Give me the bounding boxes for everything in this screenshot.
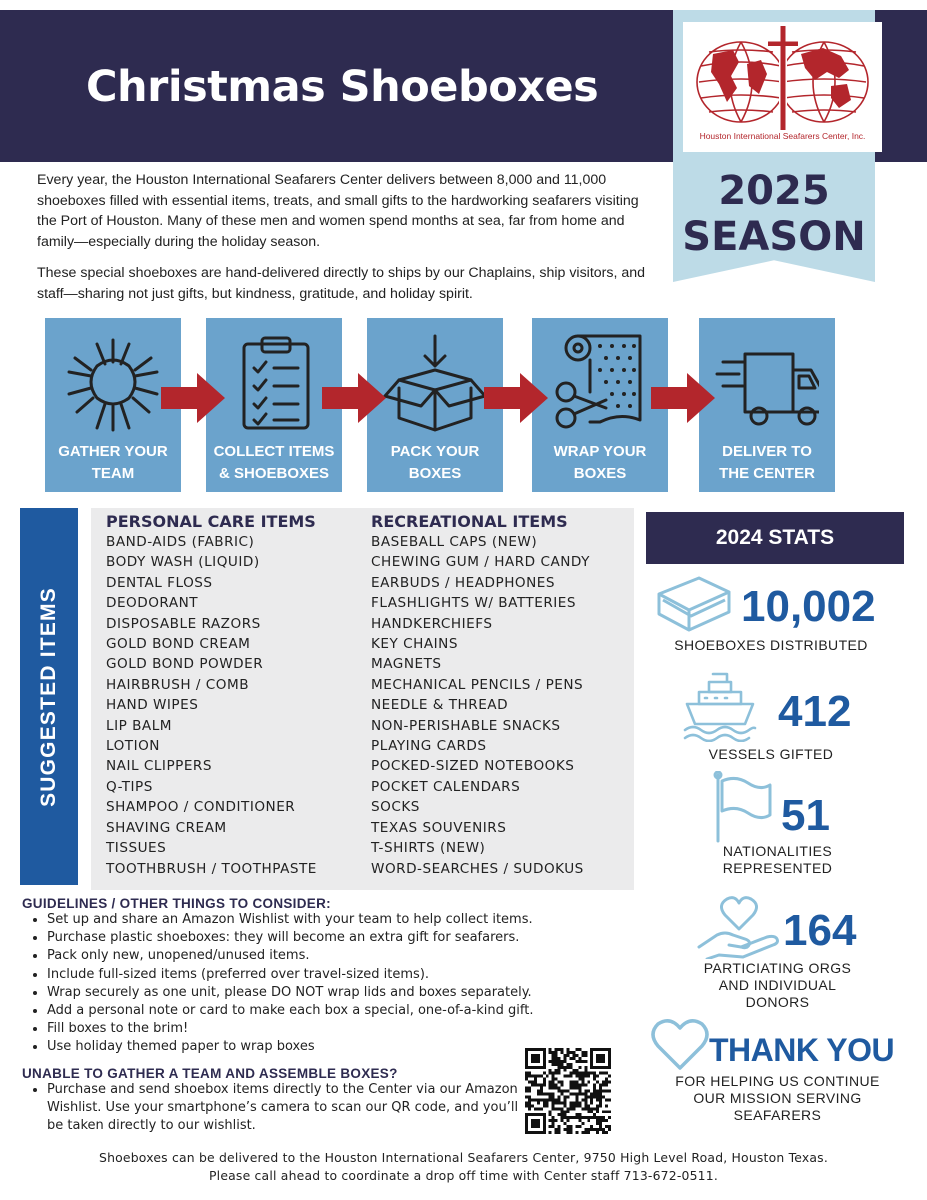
list-item: Q-TIPS <box>106 778 153 795</box>
list-item: LOTION <box>106 738 160 755</box>
personal-care-title: PERSONAL CARE ITEMS <box>106 512 316 531</box>
list-item: POCKED-SIZED NOTEBOOKS <box>371 758 575 775</box>
list-item: MAGNETS <box>371 656 442 673</box>
arrow-right-icon <box>322 373 388 423</box>
list-item: TEXAS SOUVENIRS <box>371 819 507 836</box>
list-item: POCKET CALENDARS <box>371 778 521 795</box>
step-deliver: DELIVER TO THE CENTER <box>699 318 835 492</box>
stat-shoeboxes-value: 10,002 <box>741 582 876 631</box>
list-item: NON-PERISHABLE SNACKS <box>371 717 561 734</box>
recreational-list <box>371 532 590 879</box>
list-item: SOCKS <box>371 799 420 816</box>
stat-vessels-label: VESSELS GIFTED <box>708 746 834 762</box>
stat-orgs-label: PARTICIATING ORGS AND INDIVIDUAL DONORS <box>703 960 852 1010</box>
list-item: SHAMPOO / CONDITIONER <box>106 799 296 816</box>
footer-address: Shoeboxes can be delivered to the Houston International Seafarers Center, 9750 High Level Road, Houston Texas. <box>99 1150 828 1165</box>
list-item: EARBUDS / HEADPHONES <box>371 574 556 591</box>
logo <box>683 22 882 152</box>
shoebox-icon <box>655 572 733 634</box>
arrow-right-icon <box>651 373 717 423</box>
page-title: Christmas Shoeboxes <box>86 62 599 112</box>
guideline-item: • Add a personal note or card to make each box a special, one-of-a-kind gift. <box>47 1002 632 1020</box>
recreational-title: RECREATIONAL ITEMS <box>371 512 568 531</box>
thank-you-message: FOR HELPING US CONTINUE OUR MISSION SERVING SEAFARERS <box>675 1073 880 1123</box>
list-item: BAND-AIDS (FABRIC) <box>106 534 255 550</box>
list-item: CHEWING GUM / HARD CANDY <box>371 554 590 571</box>
list-item: BODY WASH (LIQUID) <box>106 554 260 571</box>
stat-shoeboxes-label: SHOEBOXES DISTRIBUTED <box>674 637 868 653</box>
logo-caption: Houston International Seafarers Center, Inc. <box>699 131 866 141</box>
guideline-item: • Include full-sized items (preferred over travel-sized items). <box>47 966 632 984</box>
step-wrap-boxes: WRAP YOUR BOXES <box>532 318 668 492</box>
thank-you-title: THANK YOU <box>709 1032 895 1068</box>
guidelines-list <box>47 911 632 1057</box>
list-item: PLAYING CARDS <box>371 738 487 755</box>
guideline-item: • Set up and share an Amazon Wishlist with your team to help collect items. <box>47 911 632 929</box>
list-item: DENTAL FLOSS <box>106 574 213 591</box>
recreational-column <box>371 512 590 879</box>
heart-hand-icon <box>697 893 783 959</box>
intro-text <box>37 170 662 304</box>
footer <box>0 1149 927 1185</box>
unable-text: • Purchase and send shoebox items directly to the Center via our Amazon Wishlist. Use your smartphone’s camera to scan our QR code, and you’ll be taken directly to our wishlist. <box>47 1081 522 1136</box>
delivery-truck-icon <box>715 332 819 436</box>
list-item: WORD-SEARCHES / SUDOKUS <box>371 860 584 877</box>
list-item: GOLD BOND POWDER <box>106 656 264 673</box>
suggested-items-label: SUGGESTED ITEMS <box>37 586 60 807</box>
intro-paragraph: Every year, the Houston International Seafarers Center delivers between 8,000 and 11,000 shoeboxes filled with essential items, treats, and small gifts to the hardworking seafarers visiting the Port of Houston. Many of these men and women spend months at sea, far from home and family—especially during the holiday season. <box>37 172 639 250</box>
ship-icon <box>683 670 757 742</box>
stat-vessels-value: 412 <box>778 687 852 736</box>
list-item: LIP BALM <box>106 717 173 734</box>
suggested-items-band <box>20 508 78 885</box>
list-item: NEEDLE & THREAD <box>371 697 509 714</box>
step-pack-boxes: PACK YOUR BOXES <box>367 318 503 492</box>
wrapping-paper-icon <box>548 332 652 436</box>
guidelines-title: GUIDELINES / OTHER THINGS TO CONSIDER: <box>22 896 331 911</box>
guidelines-section <box>22 896 632 1057</box>
arrow-right-icon <box>484 373 550 423</box>
heart-icon <box>650 1018 710 1072</box>
step-gather-team: GATHER YOUR TEAM <box>45 318 181 492</box>
personal-care-list <box>106 532 317 879</box>
step-collect-items: COLLECT ITEMS & SHOEBOXES <box>206 318 342 492</box>
guideline-item: • Purchase plastic shoeboxes: they will become an extra gift for seafarers. <box>47 929 632 947</box>
guideline-item: • Pack only new, unopened/unused items. <box>47 947 632 965</box>
team-hands-icon <box>61 332 165 436</box>
list-item: KEY CHAINS <box>371 636 458 653</box>
list-item: HANDKERCHIEFS <box>371 615 493 632</box>
list-item: HAIRBRUSH / COMB <box>106 676 250 693</box>
guideline-item: • Fill boxes to the brim! <box>47 1020 632 1038</box>
list-item: MECHANICAL PENCILS / PENS <box>371 676 584 693</box>
list-item: T-SHIRTS (NEW) <box>371 840 486 857</box>
list-item: BASEBALL CAPS (NEW) <box>371 534 538 550</box>
stat-nationalities-label: NATIONALITIES REPRESENTED <box>722 843 833 876</box>
guideline-item: • Wrap securely as one unit, please DO NOT wrap lids and boxes separately. <box>47 984 632 1002</box>
season-label: 2025 SEASON <box>682 168 866 260</box>
list-item: NAIL CLIPPERS <box>106 758 213 775</box>
open-box-icon <box>383 332 487 436</box>
list-item: DEODORANT <box>106 595 199 612</box>
stat-orgs-value: 164 <box>783 906 857 955</box>
guideline-item: • Use holiday themed paper to wrap boxes <box>47 1038 632 1056</box>
personal-care-column <box>106 512 317 879</box>
intro-paragraph: These special shoeboxes are hand-delivered directly to ships by our Chaplains, ship visitors, and staff—sharing not just gifts, but kindness, gratitude, and holiday spirit. <box>37 265 646 302</box>
footer-contact: Please call ahead to coordinate a drop off time with Center staff 713-672-0511. <box>209 1168 718 1183</box>
list-item: TISSUES <box>106 840 167 857</box>
unable-section <box>22 1066 522 1136</box>
list-item: FLASHLIGHTS W/ BATTERIES <box>371 595 576 612</box>
unable-title: UNABLE TO GATHER A TEAM AND ASSEMBLE BOXES? <box>22 1066 398 1081</box>
stat-nationalities-value: 51 <box>781 791 830 840</box>
list-item: TOOTHBRUSH / TOOTHPASTE <box>106 860 317 877</box>
list-item: SHAVING CREAM <box>106 819 227 836</box>
list-item: DISPOSABLE RAZORS <box>106 615 261 632</box>
list-item: HAND WIPES <box>106 697 199 714</box>
list-item: GOLD BOND CREAM <box>106 636 251 653</box>
clipboard-checklist-icon <box>222 332 326 436</box>
globe-cross-logo-icon <box>691 24 874 132</box>
flag-icon <box>710 771 774 843</box>
stats-title: 2024 STATS <box>646 512 904 564</box>
arrow-right-icon <box>161 373 227 423</box>
wishlist-qr-code[interactable] <box>525 1048 611 1134</box>
